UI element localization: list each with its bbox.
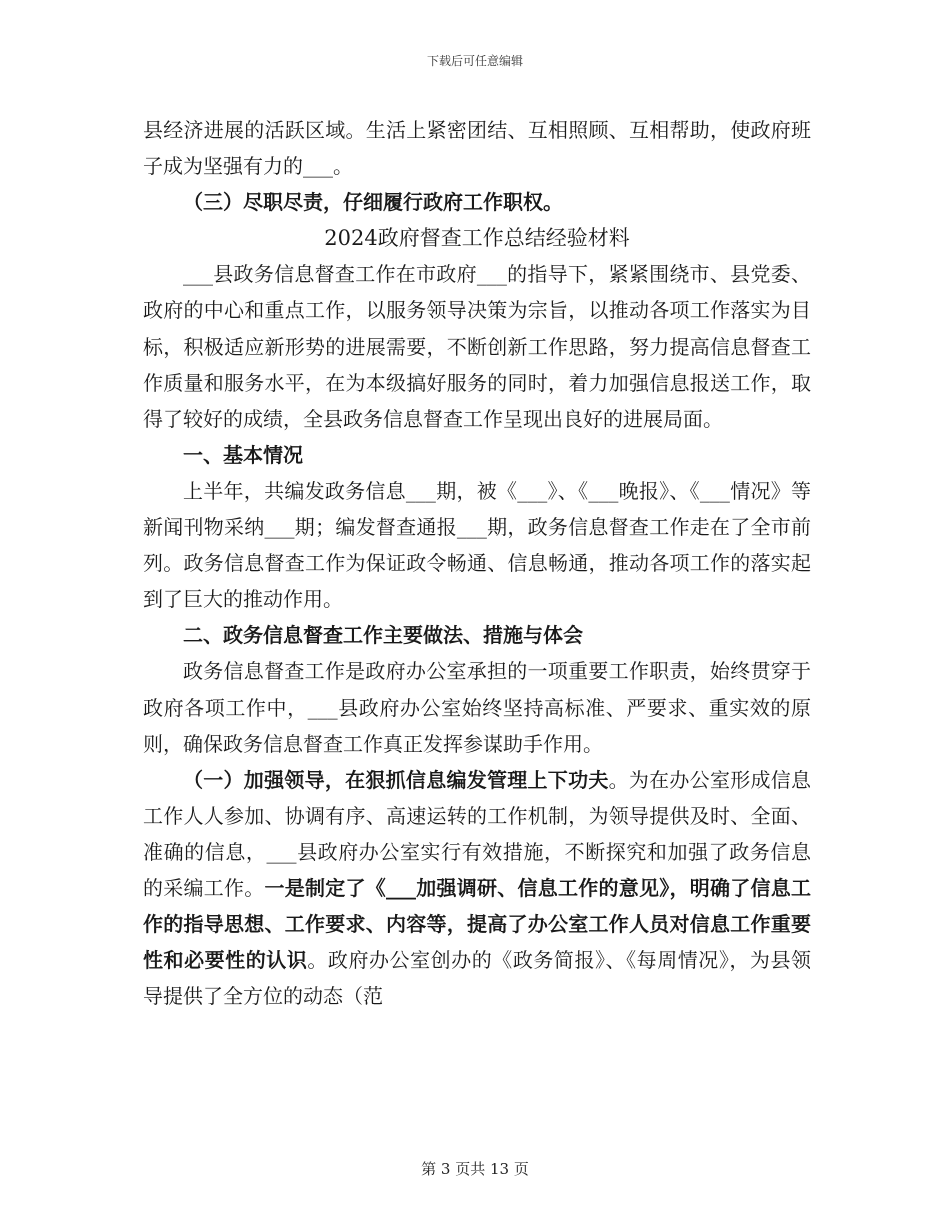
document-body [143, 112, 811, 1014]
page-number: 第 3 页共 13 页 [421, 1160, 529, 1178]
section-heading-basic: 一、基本情况 [183, 442, 303, 467]
page-header-note: 下载后可任意编辑 [426, 54, 523, 68]
section-heading-3: （三）尽职尽责，仔细履行政府工作职权。 [183, 190, 563, 215]
leadership-text: 。为在办公室形成信息工作人人参加、协调有序、高速运转的工作机制，为领导提供及时、全面、准确的信息，___县政府办公室实行有效措施，不断探究和加强了政务信息的采编工作。 [143, 767, 812, 900]
section-heading-practices: 二、政务信息督查工作主要做法、措施与体会 [183, 623, 583, 648]
leadership-text-continued: 。政府办公室创办的《政务简报》、《每周情况》，为县领导提供了全方位的动态（范 [143, 948, 812, 1009]
leadership-paragraph [143, 762, 811, 1015]
leadership-bold-lead: （一）加强领导，在狠抓信息编发管理上下功夫 [183, 767, 609, 792]
paragraph-continued: 县经济进展的活跃区域。生活上紧密团结、互相照顾、互相帮助，使政府班子成为坚强有力的___。 [143, 118, 811, 179]
leadership-bold-first: 一是制定了《___加强调研、信息工作的意见》，明确了信息工作的指导思想、工作要求、内容等，提高了办公室工作人员对信息工作重要性和必要性的认识 [143, 875, 811, 973]
intro-paragraph: ___县政务信息督查工作在市政府___的指导下，紧紧围绕市、县党委、政府的中心和重点工作，以服务领导决策为宗旨，以推动各项工作落实为目标，积极适应新形势的进展需要，不断创新工作思路，努力提高信息督查工作质量和服务水平，在为本级搞好服务的同时，着力加强信息报送工作，取得了较好的成绩，全县政务信息督查工作呈现出良好的进展局面。 [143, 262, 811, 431]
document-title: 2024政府督查工作总结经验材料 [324, 226, 630, 251]
practices-paragraph: 政务信息督查工作是政府办公室承担的一项重要工作职责，始终贯穿于政府各项工作中，___县政府办公室始终坚持高标准、严要求、重实效的原则，确保政务信息督查工作真正发挥参谋助手作用。 [143, 659, 811, 756]
basic-situation-paragraph: 上半年，共编发政务信息___期，被《___》、《___晚报》、《___情况》等新闻刊物采纳___期；编发督查通报___期，政务信息督查工作走在了全市前列。政务信息督查工作为保证政令畅通、信息畅通，推动各项工作的落实起到了巨大的推动作用。 [143, 478, 811, 612]
